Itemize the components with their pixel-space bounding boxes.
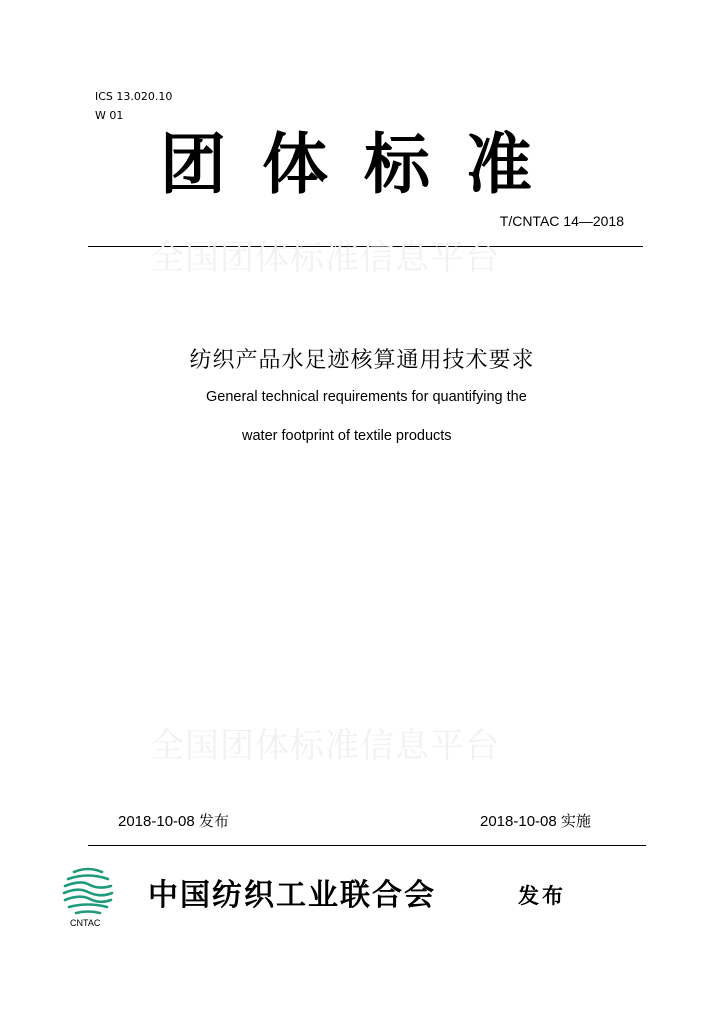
implement-date: 2018-10-08 实施: [480, 813, 591, 830]
issuing-organization: 中国纺织工业联合会: [148, 878, 436, 913]
classification-code: W 01: [95, 109, 124, 122]
watermark-top: 全国团体标准信息平台: [150, 238, 500, 278]
issue-label: 发布: [518, 883, 566, 908]
watermark-bottom: 全国团体标准信息平台: [150, 726, 500, 766]
document-title-en-line1: General technical requirements for quantifying the: [206, 389, 527, 405]
document-title-cn: 纺织产品水足迹核算通用技术要求: [189, 348, 535, 373]
standard-type-title: 团体标准: [160, 126, 568, 203]
publish-date: 2018-10-08 发布: [118, 813, 229, 830]
document-title-en-line2: water footprint of textile products: [242, 428, 452, 444]
logo-label: CNTAC: [70, 918, 101, 928]
standard-number: T/CNTAC 14—2018: [499, 213, 624, 229]
ics-code: ICS 13.020.10: [95, 90, 173, 103]
cntac-logo-icon: [60, 862, 116, 918]
bottom-divider: [88, 845, 646, 846]
